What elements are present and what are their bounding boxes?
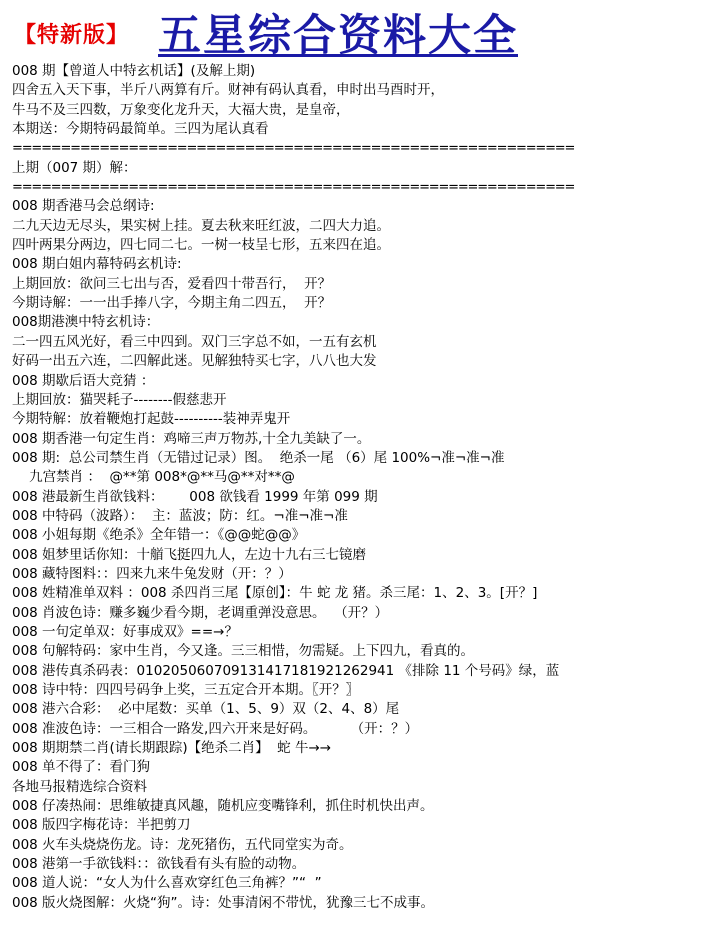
text-line: 008 期【曾道人中特玄机话】(及解上期) [12,63,256,79]
text-line: 四叶两果分两边，四七同二七。一树一枝呈七形，五来四在追。 [12,237,390,254]
text-line: 008 诗中特：四四号码争上奖，三五定合开本期。〖开？〗 [12,682,360,698]
separator-line: ========================================================== [12,141,575,157]
text-line: 九宫禁肖 ： @**第 008*@**马@**对**@ [12,469,295,486]
text-line: 008期港澳中特玄机诗： [12,314,160,331]
text-line: 008 仔凑热闹：思维敏捷真风趣，随机应变嘴锋利，抓住时机快出声。 [12,798,434,815]
text-line: 008 期: 总公司禁生肖（无错过记录）图。 绝杀一尾 （6）尾 100%¬准¬准¬准 [12,449,505,466]
text-line: 各地马报精选综合资料 [12,778,147,795]
text-line: 008 期香港马会总纲诗: [12,198,155,215]
text-line: 008 火车头烧烧伤龙。诗：龙死猪伤，五代同堂实为奇。 [12,836,353,853]
text-line: 008 准波色诗：一三相合一路发,四六开来是好码。 （开：？） [12,720,419,737]
text-line: 008 单不得了：看门狗 [12,759,151,776]
text-line: 今期诗解：一一出手捧八字，今期主角二四五， 开？ [12,295,332,312]
header [0,0,713,60]
text-line: 上期回放：猫哭耗子--------假慈悲开 [12,391,227,408]
text-line: 本期送：今期特码最简单。三四为尾认真看 [12,121,269,138]
text-line: 上期回放：欲问三七出与否，爱看四十带吾行， 开？ [12,275,332,292]
text-line: 008 肖波色诗：赚多巍少看今期，老调重弹没意思。 （开？） [12,604,389,621]
text-line: 008 期歇后语大竞猜 ： [12,372,155,389]
text-line: 008 姓精准单双料 ：008 杀四肖三尾【原创】：牛 蛇 龙 猪。杀三尾：1、2、3。[开？] [12,585,538,602]
text-line: 今期特解：放着鞭炮打起鼓----------装神弄鬼开 [12,411,291,428]
text-line: 008 小姐每期《绝杀》全年错一：《@@蛇@@》 [12,527,306,544]
text-line: 008 道人说：“女人为什么喜欢穿红色三角裤？”“ ” [12,875,322,892]
document-body [12,62,707,913]
text-line: 008 港最新生肖欲钱料： 008 欲钱看 1999 年第 099 期 [12,488,378,505]
text-line: 上期（007 期）解： [12,159,137,176]
text-line: 008 版火烧图解：火烧“狗”。诗：处事清闲不带忧，犹豫三七不成事。 [12,894,435,911]
text-line: 008 版四字梅花诗：半把剪刀 [12,817,191,834]
text-line: 008 港传真杀码表：010205060709131417181921262941 《排除 11 个号码》绿，蓝 [12,662,560,679]
separator-line: ========================================================== [12,180,575,196]
text-line: 008 藏特图料：：四来九来牛兔发财（开：？） [12,565,292,582]
edition-badge: 【特新版】 [14,23,130,48]
text-line: 牛马不及三四数，万象变化龙升天，大福大贵，是皇帝， [12,101,350,118]
text-line: 二九天边无尽头，果实树上挂。夏去秋来旺红波，二四大力追。 [12,217,390,234]
text-line: 好码一出五六连，二四解此迷。见解独特买七字，八八也大发 [12,353,377,370]
text-line: 008 期期禁二肖(请长期跟踪)【绝杀二肖】 蛇 牛→→ [12,740,332,757]
text-line: 008 港第一手欲钱料：：欲钱看有头有脸的动物。 [12,856,306,873]
text-line: 008 期香港一句定生肖：鸡啼三声万物苏,十全九美缺了一。 [12,430,371,447]
text-line: 008 一句定单双：好事成双》==→？ [12,623,238,640]
text-line: 008 港六合彩： 必中尾数：买单（1、5、9）双（2、4、8）尾 [12,701,400,718]
text-line: 008 中特码（波路）： 主：蓝波；防：红。¬准¬准¬准 [12,507,348,524]
text-line: 008 期白姐内幕特码玄机诗: [12,256,182,273]
text-line: 008 姐梦里话你知：十艏飞挺四九人，左边十九右三七镜磨 [12,546,367,563]
text-line: 二一四五风光好，看三中四到。双门三字总不如，一五有玄机 [12,333,377,350]
text-line: 四舍五入天下事，半斤八两算有斤。财神有码认真看，申时出马酉时开， [12,82,444,99]
text-line: 008 句解特码：家中生肖，今又逢。三三相惜，勿需疑。上下四九，看真的。 [12,643,475,660]
page-title: 五星综合资料大全 [158,11,518,61]
